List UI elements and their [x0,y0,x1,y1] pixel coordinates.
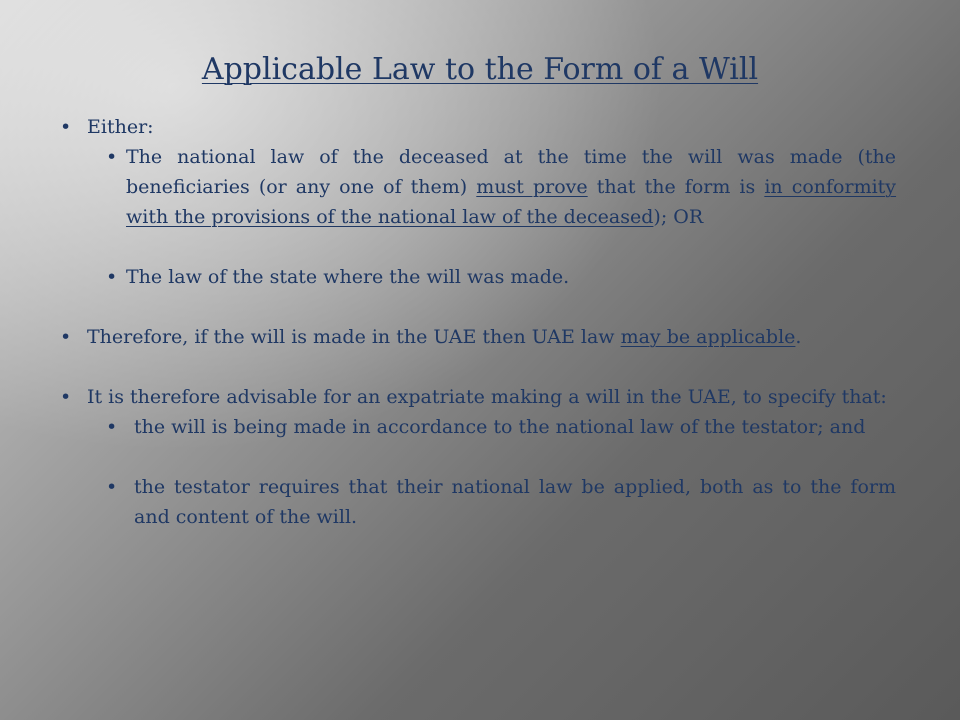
slide-title: Applicable Law to the Form of a Will [201,52,759,87]
national-law-text-2: that the form is [587,176,765,198]
either-label: Either: [87,116,154,138]
state-law-text: The law of the state where the will was made. [126,266,570,288]
therefore-text-2: . [795,326,802,348]
bullet-icon: • [60,326,72,348]
sub-bullet-specify-2 [60,472,896,532]
spacer [60,442,896,472]
sub-bullet-national-law [60,142,896,232]
therefore-text-1: Therefore, if the will is made in the UAE then UAE law [87,326,621,348]
spacer [60,232,896,262]
sub-bullet-specify-1 [60,412,896,442]
bullet-icon: • [106,146,118,168]
bullet-therefore [60,322,896,352]
bullet-either [60,112,896,142]
advisable-text: It is therefore advisable for an expatriate making a will in the UAE, to specify that: [87,386,887,408]
bullet-advisable [60,382,896,412]
bullet-icon: • [60,386,72,408]
national-law-text-1: The national law of the deceased at the time the will was made (the beneficiaries (or any one of them) [126,146,896,198]
spacer [60,292,896,322]
specify-2-text: the testator requires that their national law be applied, both as to the form and content of the will. [134,476,896,528]
bullet-icon: • [60,116,72,138]
bullet-icon: • [106,476,118,498]
national-law-must-prove: must prove [476,176,588,198]
spacer [60,352,896,382]
sub-bullet-state-law [60,262,896,292]
national-law-text-3: ); OR [653,206,704,228]
slide-body [60,112,896,532]
national-law-conformity: in conformity with the provisions of the national law of the deceased [126,176,897,228]
therefore-may-be-applicable: may be applicable [620,326,796,348]
bullet-icon: • [106,416,118,438]
bullet-icon: • [106,266,118,288]
specify-1-text: the will is being made in accordance to the national law of the testator; and [134,416,866,438]
